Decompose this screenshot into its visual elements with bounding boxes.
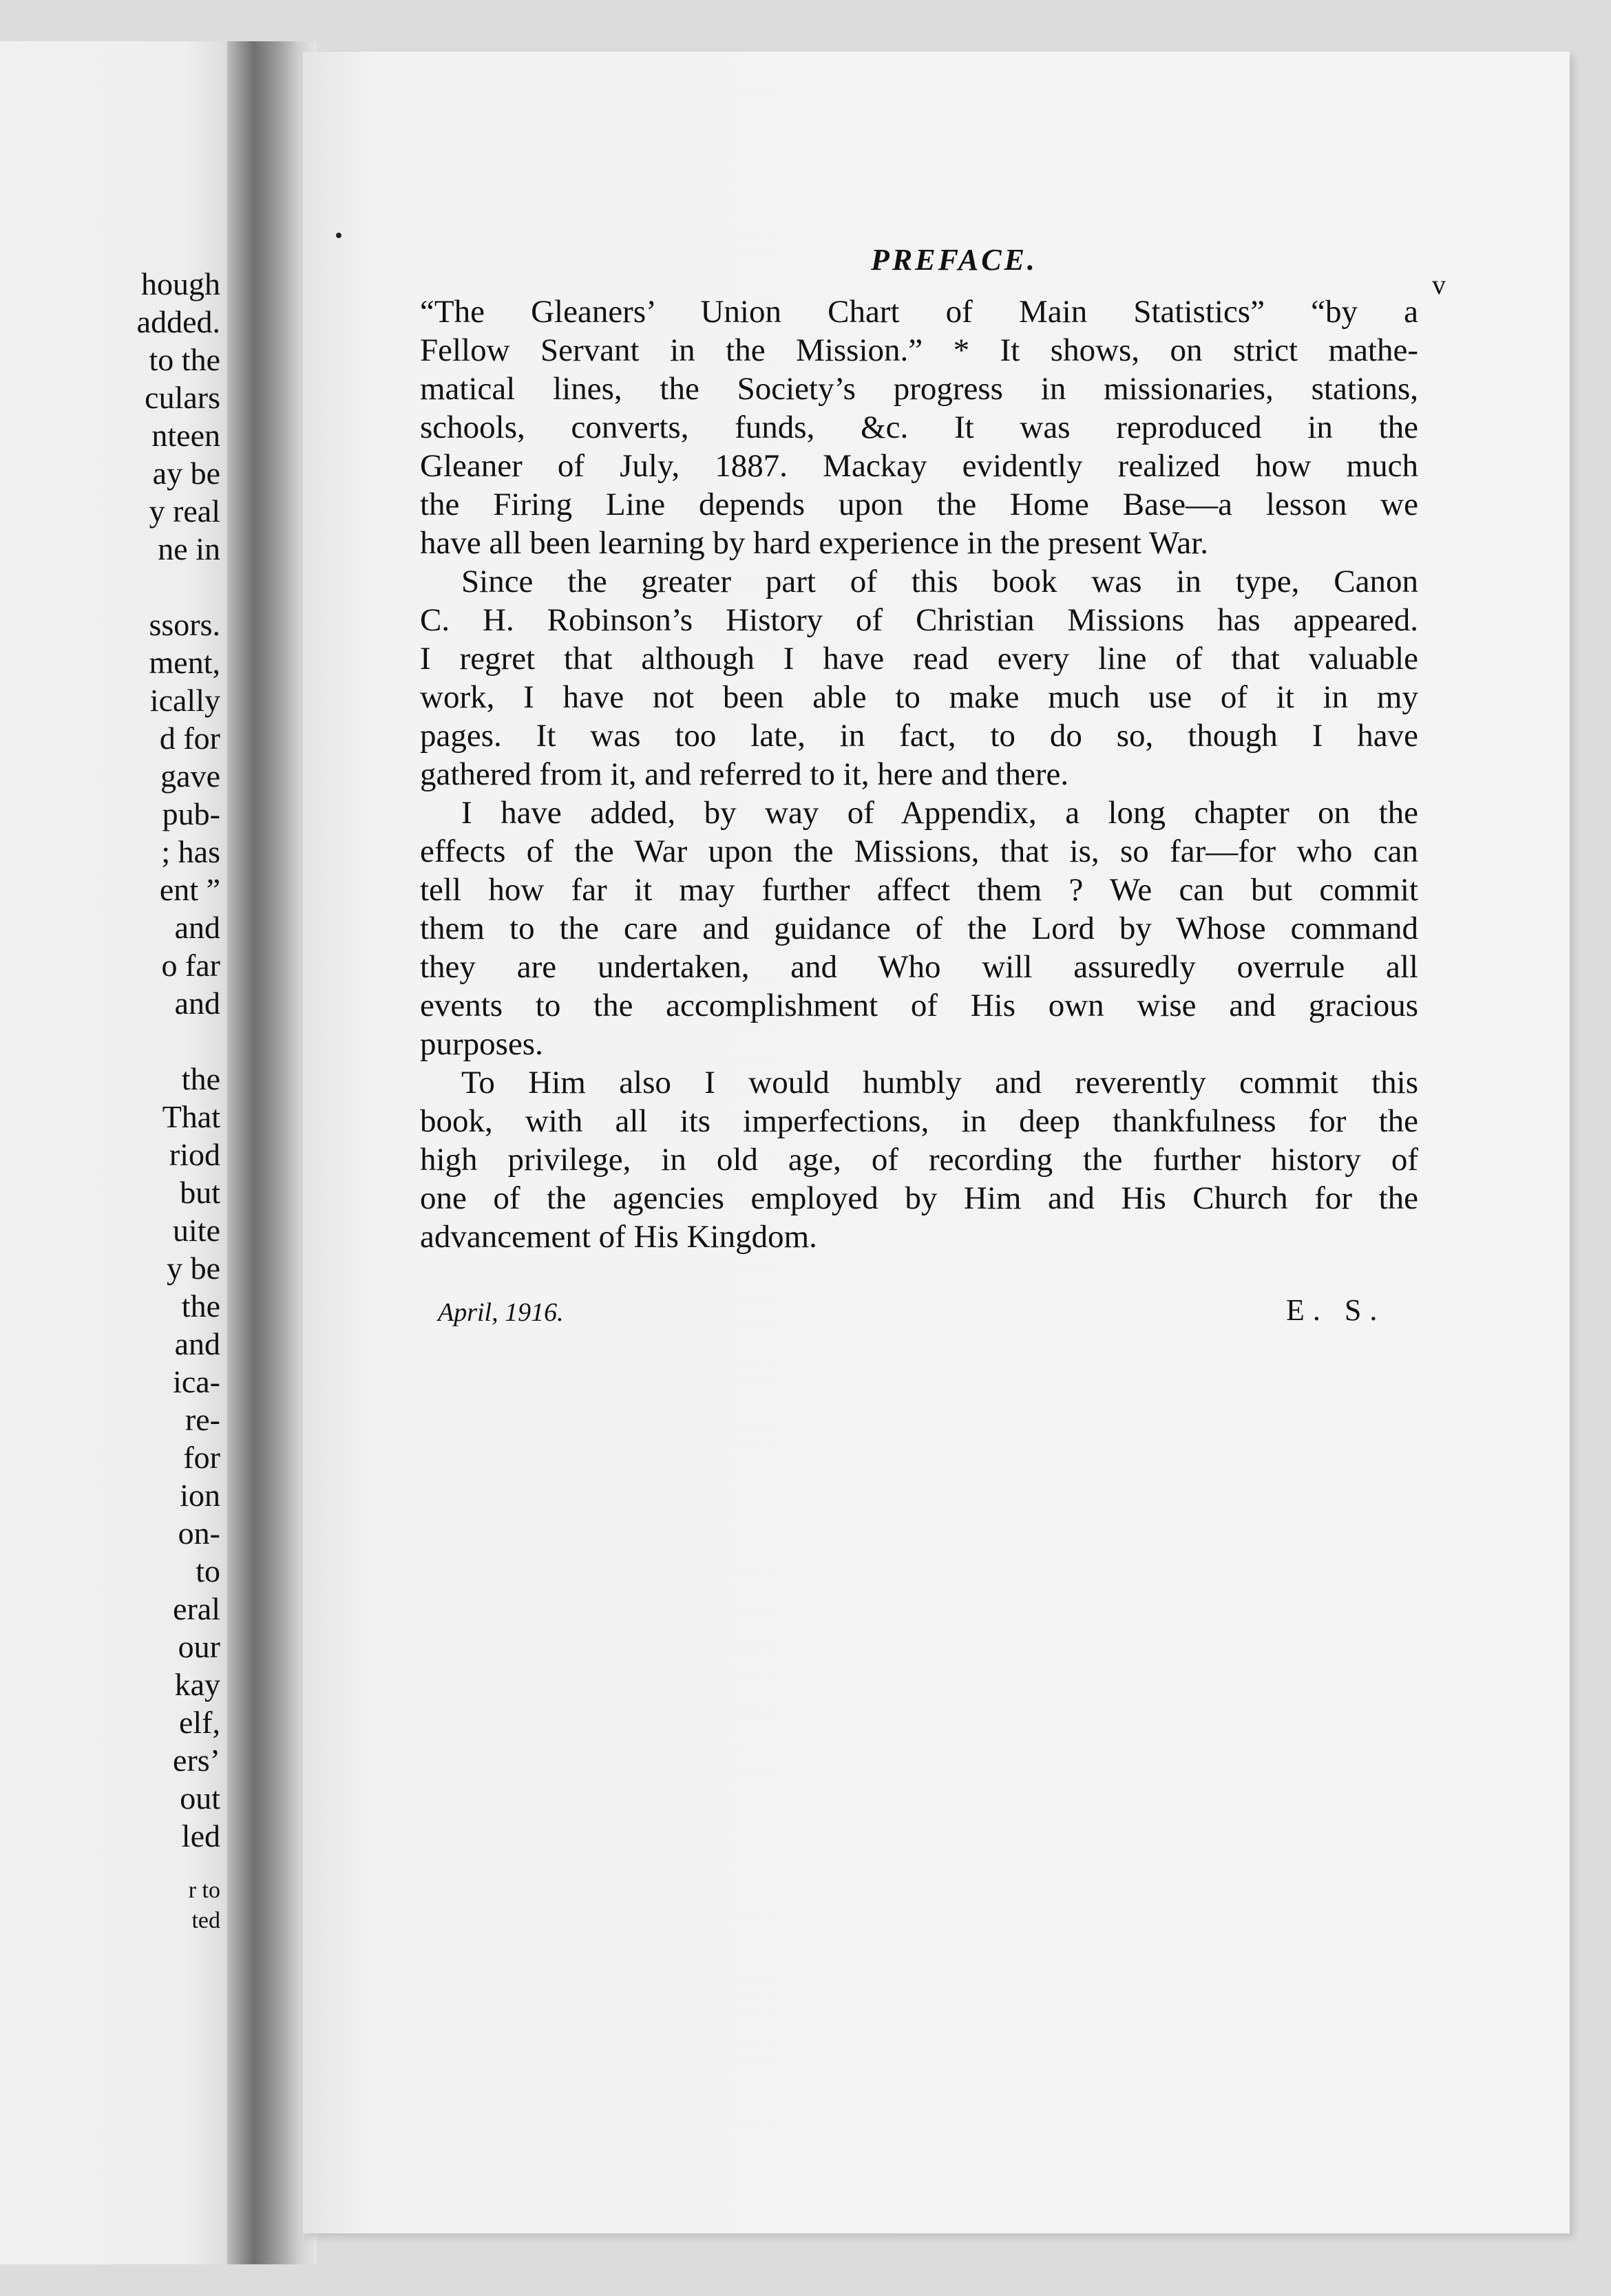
signature-date: April, 1916.: [438, 1298, 564, 1327]
left-page-line: the: [181, 1288, 220, 1324]
left-page-line: kay: [174, 1667, 220, 1702]
left-page-line: and: [174, 1326, 220, 1361]
left-page-line: to: [196, 1553, 220, 1588]
left-page-footnote-line: r to: [188, 1878, 220, 1903]
left-page-line: y be: [167, 1251, 220, 1286]
ink-speck: [336, 233, 341, 238]
body-line: they are undertaken, and Who will assuredly overrule all: [420, 949, 1418, 985]
left-page-line: on-: [178, 1516, 220, 1551]
left-page-line: but: [180, 1175, 220, 1210]
body-line: Gleaner of July, 1887. Mackay evidently realized how much: [420, 448, 1418, 484]
left-page: [0, 41, 234, 2264]
left-page-line: gave: [160, 758, 220, 794]
left-page-line: led: [181, 1818, 220, 1853]
body-line: high privilege, in old age, of recording the further history of: [420, 1142, 1418, 1178]
running-title: PREFACE.: [871, 243, 1038, 277]
body-line: Since the greater part of this book was in type, Canon: [461, 564, 1418, 599]
left-page-line: ers’: [173, 1743, 220, 1778]
left-page-line: nteen: [151, 418, 220, 453]
body-line: pages. It was too late, in fact, to do so, though I have: [420, 718, 1418, 754]
left-page-line: for: [183, 1440, 220, 1475]
body-line: the Firing Line depends upon the Home Base—a lesson we: [420, 487, 1418, 522]
left-page-line: ay be: [152, 456, 220, 491]
left-page-line: re-: [185, 1402, 220, 1437]
left-page-line: our: [178, 1629, 220, 1664]
left-page-line: y real: [149, 493, 220, 529]
left-page-line: culars: [145, 380, 220, 415]
left-page-line: d for: [159, 721, 220, 756]
body-line: book, with all its imperfections, in deep thankfulness for the: [420, 1103, 1418, 1139]
left-page-line: ne in: [158, 531, 220, 566]
left-page-line: ; has: [161, 834, 220, 869]
left-page-line: pub-: [162, 796, 220, 831]
page-number: v: [1432, 269, 1446, 300]
body-line: Fellow Servant in the Mission.” * It shows, on strict mathe-: [420, 332, 1418, 368]
left-page-line: That: [162, 1099, 220, 1134]
left-page-line: out: [180, 1781, 220, 1816]
left-page-line: ment,: [149, 645, 220, 680]
body-line: C. H. Robinson’s History of Christian Missions has appeared.: [420, 602, 1418, 638]
left-page-line: ssors.: [149, 607, 220, 642]
body-line: To Him also I would humbly and reverently commit this: [461, 1065, 1418, 1101]
preface-body: [420, 293, 1418, 1256]
body-line: I regret that although I have read every line of that valuable: [420, 641, 1418, 677]
body-line: tell how far it may further affect them ? We can but commit: [420, 872, 1418, 908]
body-line: have all been learning by hard experience in the present War.: [420, 525, 1209, 561]
body-line: schools, converts, funds, &c. It was reproduced in the: [420, 410, 1418, 445]
left-page-line: hough: [141, 266, 220, 301]
left-page-line: the: [181, 1061, 220, 1096]
left-page-line: to the: [149, 342, 220, 377]
left-page-line: elf,: [178, 1705, 220, 1740]
body-line: advancement of His Kingdom.: [420, 1219, 817, 1255]
left-page-footnote-line: ted: [191, 1908, 220, 1933]
left-page-line: riod: [169, 1137, 220, 1172]
left-page-line: ent ”: [159, 872, 220, 907]
author-initials: E. S.: [1286, 1293, 1386, 1327]
left-page-line: and: [174, 910, 220, 945]
body-line: one of the agencies employed by Him and His Church for the: [420, 1180, 1418, 1216]
body-line: events to the accomplishment of His own wise and gracious: [420, 988, 1418, 1023]
body-line: I have added, by way of Appendix, a long chapter on the: [461, 795, 1418, 831]
left-page-line: uite: [173, 1213, 220, 1248]
body-line: effects of the War upon the Missions, that is, so far—for who can: [420, 833, 1418, 869]
body-line: work, I have not been able to make much use of it in my: [420, 679, 1418, 715]
body-line: matical lines, the Society’s progress in missionaries, stations,: [420, 371, 1418, 407]
left-page-line: and: [174, 986, 220, 1021]
left-page-line: ica-: [173, 1364, 220, 1399]
left-page-line: ion: [180, 1478, 220, 1513]
left-page-line: o far: [161, 948, 220, 983]
body-line: them to the care and guidance of the Lord by Whose command: [420, 911, 1418, 946]
body-line: “The Gleaners’ Union Chart of Main Statistics” “by a: [420, 294, 1418, 330]
left-page-line: added.: [136, 304, 220, 339]
left-page-line: eral: [173, 1591, 220, 1626]
body-line: purposes.: [420, 1026, 543, 1062]
left-page-line: ically: [149, 683, 220, 718]
body-line: gathered from it, and referred to it, here and there.: [420, 756, 1069, 792]
